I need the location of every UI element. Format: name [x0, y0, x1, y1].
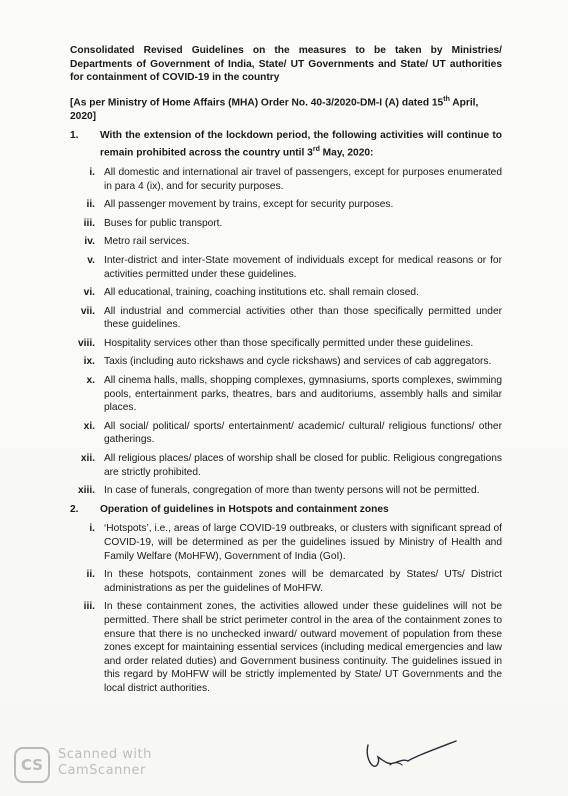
item-roman-numeral: xii. [80, 453, 95, 465]
section-1-list [70, 166, 502, 498]
list-item [70, 568, 502, 595]
item-text: Hospitality services other than those specifically permitted under these guidelines. [104, 337, 474, 349]
list-item [70, 166, 502, 193]
camscanner-watermark [58, 747, 152, 779]
item-roman-numeral: iii. [83, 217, 95, 229]
document-body [70, 44, 502, 701]
list-item [70, 286, 502, 300]
item-text: All educational, training, coaching institutions etc. shall remain closed. [104, 287, 419, 299]
list-item [70, 420, 502, 447]
section-1-heading-suffix: May, 2020: [319, 147, 374, 159]
list-item [70, 600, 502, 695]
item-roman-numeral: x. [86, 375, 95, 387]
section-2-heading [70, 503, 502, 517]
list-item [70, 337, 502, 351]
watermark-line-1: Scanned with [58, 747, 152, 762]
item-text: All cinema halls, malls, shopping complexes, gymnasiums, sports complexes, swimming pools, entertainment parks, theatres, bars and auditoriums, assembly halls and similar places. [104, 375, 502, 414]
signature-icon [360, 735, 460, 775]
item-text: Metro rail services. [104, 236, 190, 248]
item-text: Taxis (including auto rickshaws and cycle rickshaws) and services of cab aggregators. [104, 356, 492, 368]
section-1-heading [70, 129, 502, 160]
order-prefix: [As per Ministry of Home Affairs (MHA) Order No. 40-3/2020-DM-I (A) dated 15 [70, 97, 444, 109]
item-roman-numeral: i. [89, 523, 95, 535]
item-roman-numeral: i. [89, 166, 95, 178]
item-text: Inter-district and inter-State movement of individuals except for medical reasons or for activities permitted under these guidelines. [104, 254, 502, 280]
section-2-number: 2. [70, 503, 79, 515]
document-title: Consolidated Revised Guidelines on the measures to be taken by Ministries/ Departments of Government of India, State/ UT Governments and State/ UT authorities for containment of COVID-19 in the country [70, 45, 502, 84]
item-text: All industrial and commercial activities other than those specifically permitted under these guidelines. [104, 305, 502, 331]
section-2-heading-text: Operation of guidelines in Hotspots and containment zones [100, 503, 389, 515]
list-item [70, 217, 502, 231]
item-roman-numeral: vii. [80, 305, 95, 317]
item-text: ‘Hotspots’, i.e., areas of large COVID-19 outbreaks, or clusters with significant spread of COVID-19, will be determined as per the guidelines issued by Ministry of Health and Family Welfare (MoHFW), Government of India (GoI). [104, 523, 502, 562]
item-roman-numeral: ii. [86, 199, 95, 211]
list-item [70, 198, 502, 212]
section-1-number: 1. [70, 130, 79, 142]
list-item [70, 305, 502, 332]
item-roman-numeral: ix. [83, 356, 95, 368]
item-text: In these containment zones, the activities allowed under these guidelines will not be permitted. There shall be strict perimeter control in the area of the containment zones to ensure that there is no unchecked inward/ outward movement of population from these zones except for maintaining essential services (including medical emergencies and law and order related duties) and Government business continuity. The guidelines issued in this regard by MoHFW will be strictly implemented by State/ UT Governments and the local district authorities. [104, 601, 502, 694]
section-1-heading-sup: rd [312, 145, 320, 153]
item-text: Buses for public transport. [104, 217, 223, 229]
watermark-line-2: CamScanner [58, 763, 146, 778]
item-roman-numeral: iii. [83, 601, 95, 613]
item-roman-numeral: ii. [86, 569, 95, 581]
section-1-heading-prefix: With the extension of the lockdown period, the following activities will continue to remain prohibited across the country until 3 [100, 130, 502, 159]
item-text: All social/ political/ sports/ entertainment/ academic/ cultural/ religious functions/ other gatherings. [104, 420, 502, 446]
list-item [70, 235, 502, 249]
list-item [70, 522, 502, 563]
item-roman-numeral: vi. [83, 287, 95, 299]
list-item [70, 254, 502, 281]
mha-order-reference [70, 93, 502, 124]
item-roman-numeral: xi. [83, 420, 95, 432]
list-item [70, 374, 502, 415]
item-roman-numeral: xiii. [78, 485, 95, 497]
item-roman-numeral: iv. [84, 236, 95, 248]
camscanner-logo-icon: CS [14, 747, 50, 783]
item-text: All passenger movement by trains, except for security purposes. [104, 199, 394, 211]
list-item [70, 484, 502, 498]
item-roman-numeral: v. [87, 254, 95, 266]
item-text: All religious places/ places of worship shall be closed for public. Religious congregations are strictly prohibited. [104, 453, 502, 478]
item-text: In case of funerals, congregation of more than twenty persons will not be permitted. [104, 485, 480, 497]
section-2-list [70, 522, 502, 695]
list-item [70, 452, 502, 479]
item-text: All domestic and international air travel of passengers, except for purposes enumerated in para 4 (ix), and for security purposes. [104, 166, 502, 192]
item-roman-numeral: viii. [78, 337, 95, 349]
order-suffix: April, 2020] [70, 97, 479, 122]
item-text: In these hotspots, containment zones will be demarcated by States/ UTs/ District administrations as per the guidelines of MoHFW. [104, 569, 502, 594]
order-sup: th [443, 95, 450, 103]
list-item [70, 355, 502, 369]
